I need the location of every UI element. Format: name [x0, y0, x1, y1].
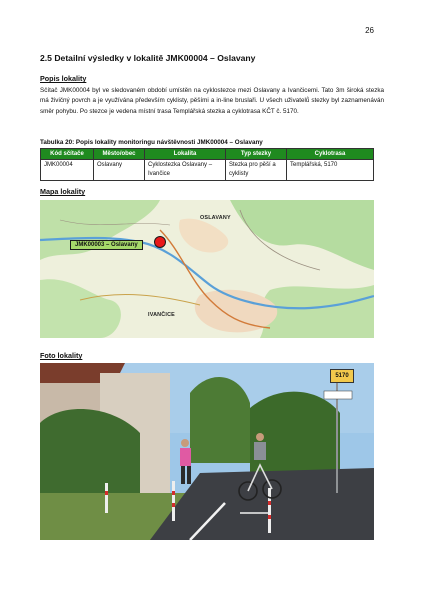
table-header-route: Cyklotrasa: [287, 149, 374, 160]
table-header-code: Kód sčítače: [41, 149, 94, 160]
page-number: 26: [365, 26, 374, 35]
table-cell-city: Oslavany: [94, 160, 145, 181]
location-map[interactable]: [40, 200, 374, 338]
table-header-city: Město/obec: [94, 149, 145, 160]
photo-scene: [40, 363, 374, 540]
table-header-location: Lokalita: [145, 149, 226, 160]
table-header-row: [41, 149, 374, 160]
table-header-path-type: Typ stezky: [226, 149, 287, 160]
location-description-text: Sčítač JMK00004 byl ve sledovaném období umístěn na cyklostezce mezi Oslavany a Ivančicemi. Tato 3m široká stezka má živičný povrch a je využívána především cyklisty, pěšími a in-line bruslaři. U všech uživatelů stezky byl zaznamenáván směr pohybu. Po stezce je vedena místní trasa Templářská stezka a cyklotrasa KČT č. 5170.: [40, 87, 384, 115]
table-cell-route: Templářská, 5170: [287, 160, 374, 181]
map-marker-label: JMK00003 – Oslavany: [70, 240, 143, 250]
map-label-oslavany: OSLAVANY: [200, 215, 231, 221]
map-label-ivancice: IVANČICE: [148, 312, 175, 318]
section-title: 2.5 Detailní výsledky v lokalitě JMK00004 – Oslavany: [40, 53, 256, 63]
location-description-heading: Popis lokality: [40, 74, 87, 83]
map-heading: Mapa lokality: [40, 187, 86, 196]
location-photo: [40, 363, 374, 540]
table-cell-code: JMK00004: [41, 160, 94, 181]
route-sign: 5170: [330, 369, 354, 383]
map-marker[interactable]: [154, 236, 166, 248]
table-row: [41, 160, 374, 181]
location-table: [40, 148, 374, 181]
photo-heading: Foto lokality: [40, 351, 83, 360]
table-cell-location: Cyklostezka Oslavany – Ivančice: [145, 160, 226, 181]
table-cell-path-type: Stezka pro pěší a cyklisty: [226, 160, 287, 181]
table-caption: Tabulka 20: Popis lokality monitoringu návštěvnosti JMK00004 – Oslavany: [40, 139, 263, 146]
